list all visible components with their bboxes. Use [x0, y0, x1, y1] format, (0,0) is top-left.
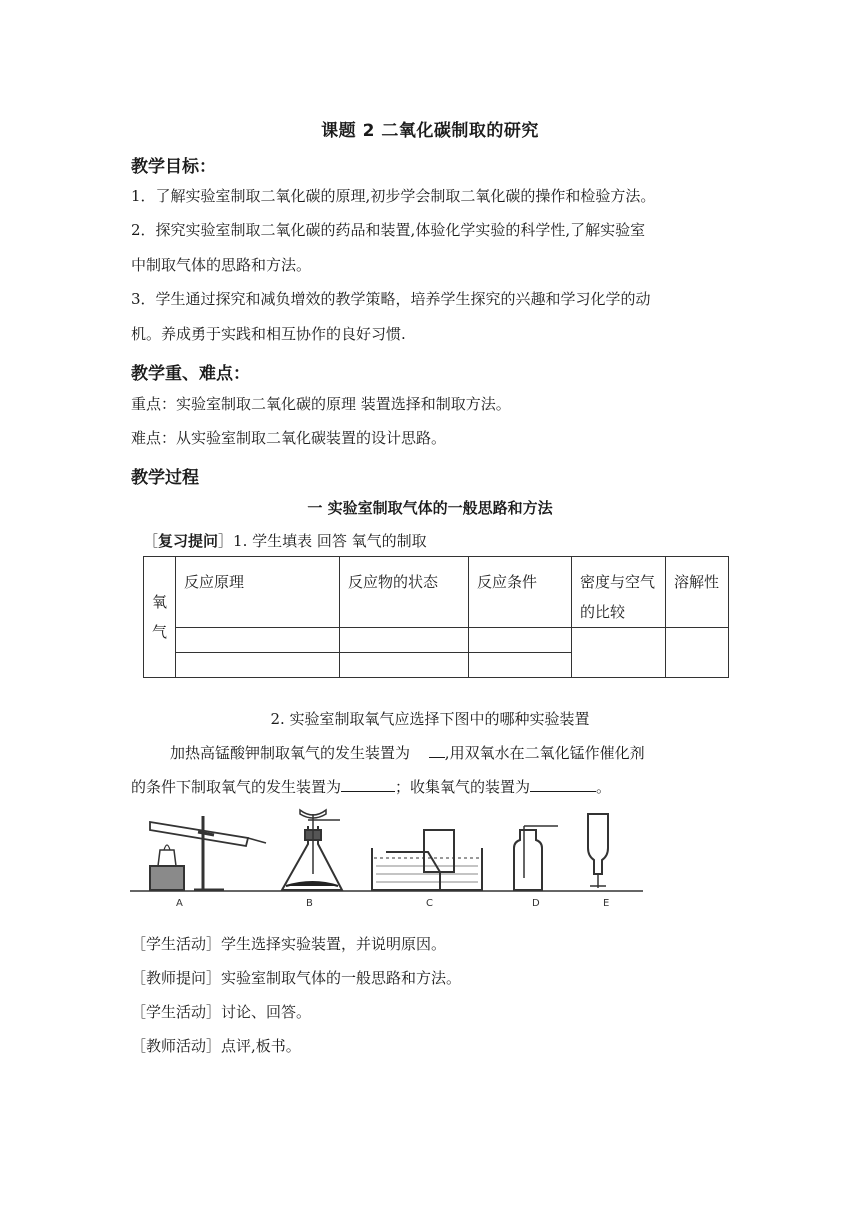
- review-label: 复习提问: [158, 532, 219, 550]
- bracket-open: ［: [143, 532, 159, 550]
- objective-3-cont: 机。养成勇于实践和相互协作的良好习惯.: [131, 325, 406, 343]
- row-head-char-1: 氧: [151, 593, 167, 611]
- objectives-heading: 教学目标：: [131, 157, 216, 177]
- keypoints-heading: 教学重、难点：: [131, 364, 250, 384]
- apparatus-a-heating: [150, 816, 266, 890]
- apparatus-label-a: A: [176, 898, 183, 909]
- header-reactant-state: 反应物的状态: [340, 557, 469, 628]
- apparatus-b-flask: [282, 810, 342, 890]
- blank-generator-b[interactable]: [341, 791, 395, 792]
- fill-line-2: [131, 777, 611, 797]
- header-reaction-principle: 反应原理: [176, 557, 340, 628]
- table-cell: [176, 628, 340, 653]
- process-heading: 教学过程: [131, 468, 199, 488]
- objective-2: 2．探究实验室制取二氧化碳的药品和装置,体验化学实验的科学性,了解实验室: [131, 221, 646, 239]
- key-point: 重点：实验室制取二氧化碳的原理 装置选择和制取方法。: [131, 395, 511, 413]
- question-2: 2. 实验室制取氧气应选择下图中的哪种实验装置: [270, 710, 590, 728]
- row-head-char-2: 气: [151, 623, 167, 641]
- fill-text: ,用双氧水在二氧化锰作催化剂: [444, 744, 645, 762]
- fill-text: 的条件下制取氧气的发生装置为: [131, 778, 342, 796]
- header-density: 密度与空气的比较: [572, 557, 666, 628]
- activity-1: ［学生活动］学生选择实验装置，并说明原因。: [131, 935, 447, 953]
- row-head-oxygen: [144, 557, 176, 678]
- apparatus-label-c: C: [426, 898, 433, 909]
- table-cell: [469, 628, 572, 653]
- apparatus-diagram: [128, 808, 648, 916]
- blank-generator-a[interactable]: [429, 757, 445, 758]
- difficult-point: 难点：从实验室制取二氧化碳装置的设计思路。: [131, 429, 447, 447]
- apparatus-label-e: E: [603, 898, 610, 909]
- apparatus-c-trough: [372, 830, 482, 890]
- header-solubility: 溶解性: [666, 557, 729, 628]
- table-cell: [572, 628, 666, 678]
- table-cell: [176, 653, 340, 678]
- table-cell: [340, 628, 469, 653]
- blank-collector[interactable]: [530, 791, 596, 792]
- apparatus-d-bottle: [514, 826, 558, 890]
- fill-text: ；收集氧气的装置为: [395, 778, 531, 796]
- fill-text: 。: [596, 778, 612, 796]
- objective-3: 3．学生通过探究和减负增效的教学策略，培养学生探究的兴趣和学习化学的动: [131, 290, 651, 308]
- table-cell: [666, 628, 729, 678]
- bracket-close: ］: [218, 532, 234, 550]
- oxygen-table: [143, 556, 729, 678]
- fill-text: 加热高锰酸钾制取氧气的发生装置为: [170, 744, 411, 762]
- apparatus-label-b: B: [306, 898, 313, 909]
- table-cell: [469, 653, 572, 678]
- objective-2-cont: 中制取气体的思路和方法。: [131, 256, 312, 274]
- fill-line-1: [170, 743, 645, 763]
- apparatus-e-bottle: [588, 814, 608, 888]
- review-question: [143, 531, 427, 551]
- header-reaction-condition: 反应条件: [469, 557, 572, 628]
- activity-4: ［教师活动］点评,板书。: [131, 1037, 301, 1055]
- activity-2: ［教师提问］实验室制取气体的一般思路和方法。: [131, 969, 462, 987]
- review-text: 1. 学生填表 回答 氧气的制取: [233, 532, 427, 550]
- objective-1: 1．了解实验室制取二氧化碳的原理,初步学会制取二氧化碳的操作和检验方法。: [131, 187, 656, 205]
- page-title: 课题 2 二氧化碳制取的研究: [321, 121, 539, 141]
- apparatus-label-d: D: [532, 898, 540, 909]
- table-cell: [340, 653, 469, 678]
- activity-3: ［学生活动］讨论、回答。: [131, 1003, 312, 1021]
- section-title: 一 实验室制取气体的一般思路和方法: [307, 499, 553, 517]
